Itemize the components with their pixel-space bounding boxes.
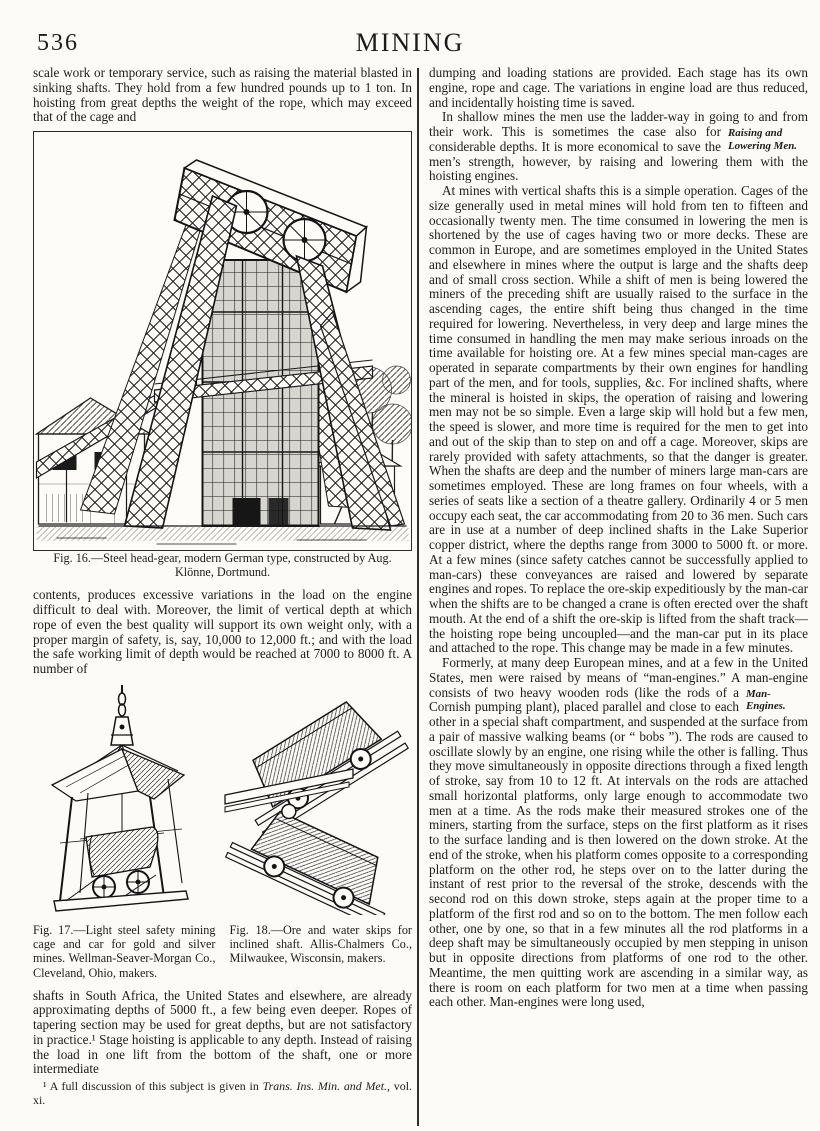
fig16-frame (33, 131, 412, 551)
ground (37, 526, 409, 544)
para-contents: contents, produces excessive variations in the load on the engine difficult to deal with. Moreover, the limit of vertical depth at which rope of even the best quality will support its own weight only, with a proper margin of safety, is, say, 10,000 to 12,000 ft.; and with the load the safe working limit of depth would be reached at 7000 to 8000 ft. A number of (33, 587, 412, 677)
para-formerly-after: (like the rods of a Cornish pumping plant), placed parallel and close to each other in a special shaft compartment, and suspended at the surface from a pair of massive walking beams (or “ bobs ”). The rods are caused to oscillate slowly by an engine, one rising while the other is falling. Thus they move simultaneously in opposite directions through a fixed length of stroke, say from 10 to 12 ft. At intervals on the rods are attached small horizontal platforms, only large enough to accommodate two men at a time. As the rods make their measured strokes one of the miners, starting from the surface, steps on the first platform as it rises to the surface landing and is then lowered on the down stroke. At the end of the stroke, when his platform comes opposite to a corresponding platform on the other rod, he steps over on to the latter during the instant of rest prior to the reversal of the stroke, descends with the second rod on this down stroke, steps again at the proper time to a platform of the first rod and so on to the bottom. The men follow each other, one by one, so that in a few minutes all the rod platforms in a deep shaft may be simultaneously occupied by men stepping in unison but in opposite directions from platforms of one rod to the other. Meantime, the men quitting work are ascending in a similar way, as there is room on each platform for two men at a time when passing each other. Man-engines were long used, (429, 684, 808, 1010)
footnote (33, 1080, 412, 1108)
para-dumping: dumping and loading stations are provided. Each stage has its own engine, rope and cage. The variations in engine load are thus reduced, and incidentally hoisting time is saved. (429, 65, 808, 110)
fig17-caption: Fig. 17.—Light steel safety mining cage and car for gold and silver mines. Wellman-Seaver-Morgan Co., Cleveland, Ohio, makers. (33, 922, 216, 980)
para-formerly-before: Formerly, at many deep European mines, and at a few in the United States, men were raised by means of “man-engines.” A man-engine consists of two heavy wooden rods (429, 655, 808, 700)
para-shallow-mines (429, 110, 808, 184)
page-title: MINING (355, 28, 465, 57)
fig18-caption: Fig. 18.—Ore and water skips for inclined shaft. Allis-Chalmers Co., Milwaukee, Wisconsin, makers. (229, 922, 412, 966)
para-shafts: shafts in South Africa, the United States and elsewhere, are already approximating depths of 5000 ft., a few being even deeper. Ropes of tapering section may be used for great depths, but are not satisfactory in practice.¹ Stage hoisting is applicable to any depth. Instead of raising the load in one lift from the bottom of the shaft, one or more intermediate (33, 987, 412, 1077)
footnote-suffix: , vol. xi. (33, 1079, 412, 1108)
fig18-skips-illustration (220, 683, 412, 915)
footnote-reference: Trans. Ins. Min. and Met. (262, 1079, 387, 1094)
para-shallow-before: In shallow mines the men use the ladder-way in going to and from their work. This is sometimes the case (429, 109, 808, 139)
figures-row (33, 683, 412, 915)
fig17-box (33, 683, 209, 915)
page-number: 536 (37, 30, 79, 56)
fig16-headgear-illustration (34, 132, 411, 550)
margin-note-raising-lowering: Raising and Lowering Men. (728, 127, 797, 152)
fig16-caption: Fig. 16.—Steel head-gear, modern German type, constructed by Aug. Klönne, Dortmund. (53, 551, 392, 580)
para-vertical-shafts: At mines with vertical shafts this is a simple operation. Cages of the size generally used in metal mines will hold from ten to fifteen and occasionally twenty men. The time consumed in lowering the men is shortened by the use of cages having two or more decks. These are common in Europe, and are sometimes employed in the United States and elsewhere in mines where the output is large and the shafts deep and of small cross section. While a shift of men is being lowered the miners of the preceding shift are usually raised to the surface in the ascending cages, the entire shift being thus changed in the time required for lowering. Nevertheless, in very deep and large mines the time consumed in handling the men may make serious inroads on the time available for hoisting ore. At a few mines special man-cages are operated in separate compartments by their own engines for handling part of the men, and for tools, supplies, &c. For inclined shafts, where the mineral is hoisted in skips, the operation of raising and lowering men may not be so simple. Even a large skip will hold but a few men, the speed is slower, and more time is required for the men to get into and out of the skip than to step on and off a cage. Moreover, skips are rarely provided with safety attachments, so that the danger is greater. When the shafts are deep and the number of miners large man-cars are sometimes employed. These are long frames on four wheels, with a series of seats like a section of a theatre gallery. Ordinarily 4 or 5 men occupy each seat, the car accommodating from 20 to 36 men. Such cars are in use at a number of deep inclined shafts in the Lake Superior copper district, where the depths range from 3000 to 5000 ft. or more. At a few mines (since safety catches cannot be successfully applied to man-cars) these conveyances are raised and lowered by separate engines and ropes. To replace the ore-skip expeditiously by the man-car when the shifts are to be changed a crane is often erected over the shaft mouth. At the end of a shift the ore-skip is lifted from the shaft track—the hoisting rope being uncoupled—and the man-car put in its place and attached to the rope. This change may be made in a few minutes. (429, 183, 808, 656)
figure-captions-row (33, 923, 412, 980)
fig17-cage-illustration (33, 683, 209, 915)
footnote-text: ¹ A full discussion of this subject is given in (43, 1079, 263, 1094)
fig18-box (220, 683, 412, 915)
para-scale-work: scale work or temporary service, such as raising the material blasted in sinking shafts. They hold from a few hundred pounds up to 1 ton. In hoisting from great depths the weight of the rope, which may exceed that of the cage and (33, 65, 412, 125)
para-formerly (429, 656, 808, 1010)
para-shallow-after: also for considerable depths. It is more economical to save the men’s strength, however, by raising and lowering them with the hoisting engines. (429, 124, 808, 184)
column-divider (417, 68, 419, 1126)
margin-note-man-engines: Man-Engines. (746, 687, 786, 713)
right-column (429, 66, 808, 1010)
left-column (33, 66, 412, 1108)
